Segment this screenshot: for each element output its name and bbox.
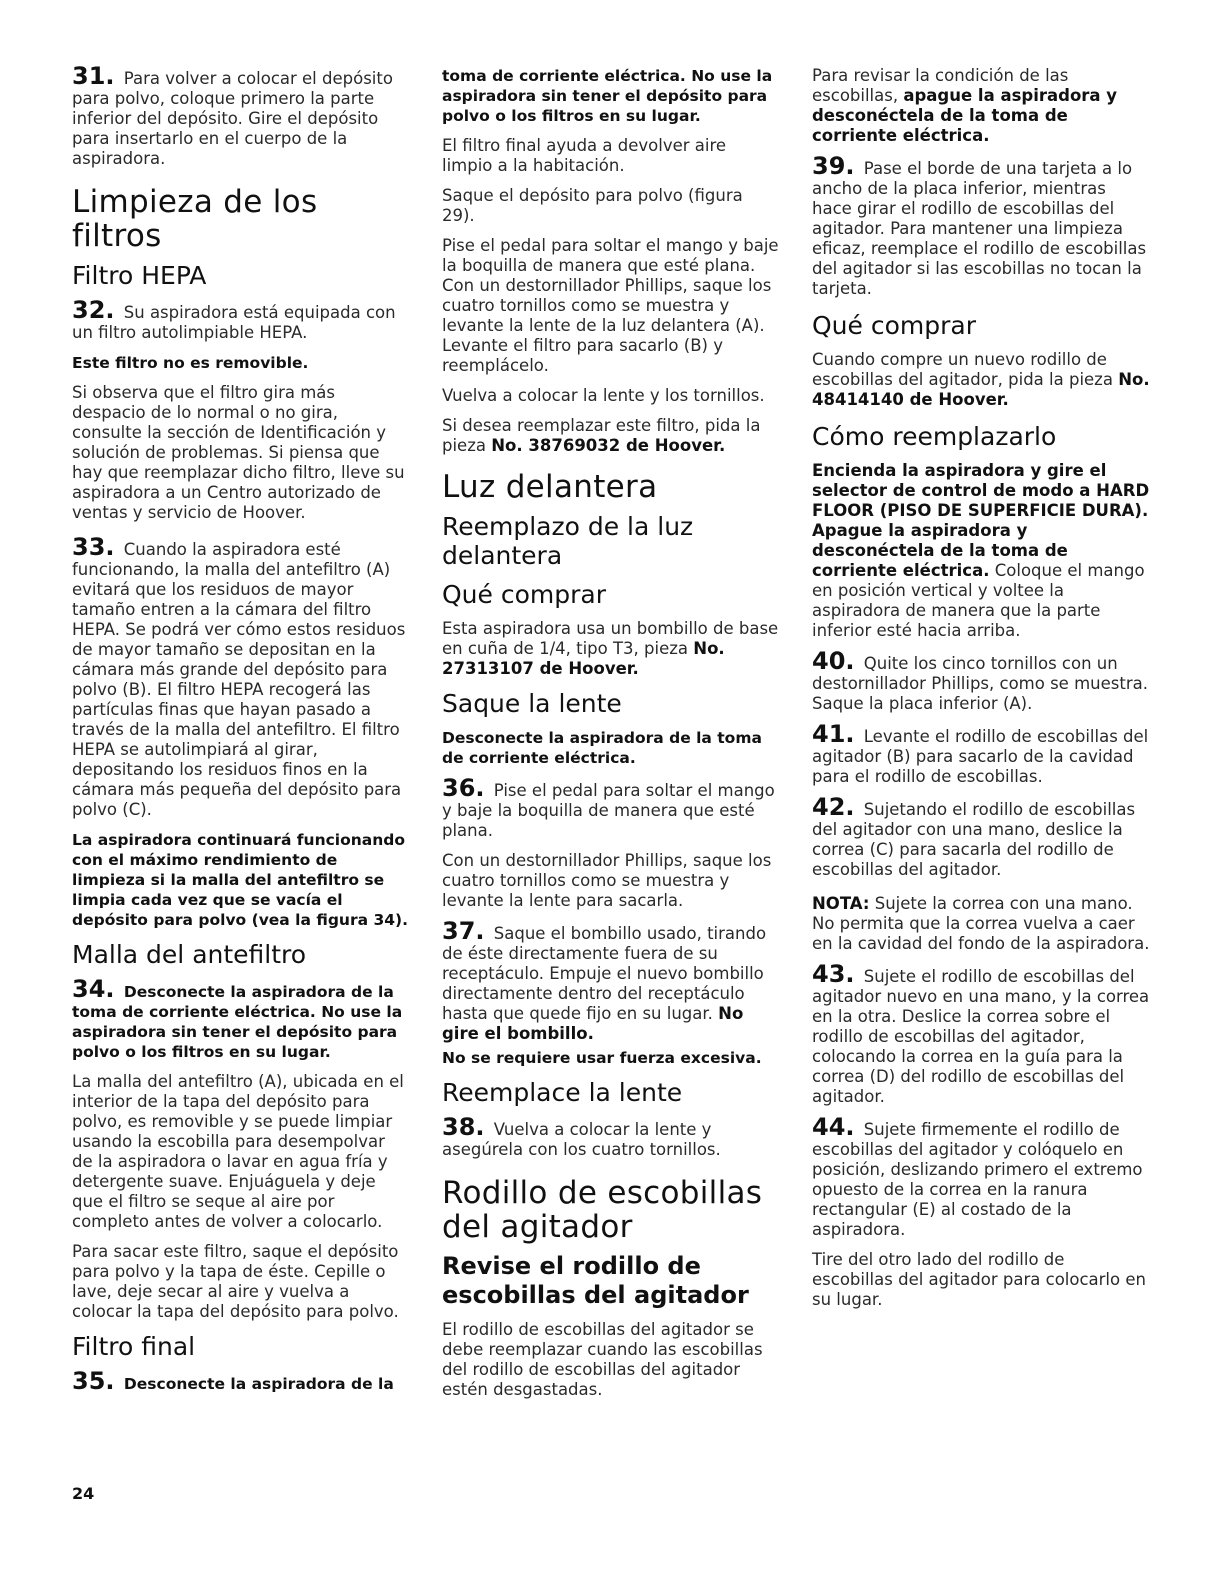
step-36-detail: Con un destornillador Phillips, saque los cuatro tornillos como se muestra y levante la lente para sacarla. [442, 851, 772, 910]
column-left [72, 62, 410, 1404]
step-35-text-4: Vuelva a colocar la lente y los tornillos. [442, 386, 765, 405]
column-middle [442, 66, 780, 1410]
step-34-detail: La malla del antefiltro (A), ubicada en el interior de la tapa del depósito para polvo, es removible y se puede limpiar usando la escobilla para desempolvar de la aspiradora o lavar en agua fría y detergente suave. Enjuáguela y deje que el filtro se seque al aire por completo antes de volver a colocarlo. [72, 1072, 404, 1231]
step-35-text-5: Si desea reemplazar este filtro, pida la pieza No. 38769032 de Hoover. [442, 416, 761, 455]
heading-luz-delantera: Luz delantera [442, 469, 658, 505]
step-44-detail: Tire del otro lado del rodillo de escobillas del agitador para colocarlo en su lugar. [812, 1250, 1146, 1309]
heading-filtro-final: Filtro final [72, 1332, 196, 1361]
step-32-detail: Si observa que el filtro gira más despacio de lo normal o no gira, consulte la sección de Identificación y solución de problemas. Si piensa que hay que reemplazar dicho filtro, lleve su aspiradora a un Centro autorizado de ventas y servicio de Hoover. [72, 383, 405, 522]
heading-rodillo-escobillas: Rodillo de escobillas del agitador [442, 1175, 763, 1245]
step-32: 32. Su aspiradora está equipada con un filtro autolimpiable HEPA. [72, 296, 396, 342]
step-33-note: La aspiradora continuará funcionando con el máximo rendimiento de limpieza si la malla del antefiltro se limpia cada vez que se vacía el depósito para polvo (vea la figura 34). [72, 831, 408, 929]
note: NOTA: Sujete la correa con una mano. No permita que la correa vuelva a caer en la cavidad del fondo de la aspiradora. [812, 894, 1150, 953]
step-34-detail-2: Para sacar este filtro, saque el depósito para polvo y la tapa de éste. Cepille o lave, deje secar al aire y vuelva a colocar la tapa del depósito para polvo. [72, 1242, 399, 1321]
step-37: 37. Saque el bombillo usado, tirando de éste directamente fuera de su receptáculo. Empuje el nuevo bombillo directamente dentro del receptáculo hasta que quede fijo en su lugar. No gire el bombillo. [442, 917, 767, 1043]
heading-limpieza-filtros: Limpieza de los filtros [72, 184, 318, 254]
step-38: 38. Vuelva a colocar la lente y asegúrela con los cuatro tornillos. [442, 1113, 721, 1159]
heading-revise-rodillo: Revise el rodillo de escobillas del agitador [442, 1252, 749, 1309]
step-36: 36. Pise el pedal para soltar el mango y baje la boquilla de manera que esté plana. [442, 774, 775, 840]
step-33: 33. Cuando la aspiradora esté funcionando, la malla del antefiltro (A) evitará que los residuos de mayor tamaño entren a la cámara del filtro HEPA. Se podrá ver cómo estos residuos de mayor tamaño se depositan en la cámara más grande del depósito para polvo (B). El filtro HEPA recogerá las partículas finas que hayan pasado a través de la malla del antefiltro. El filtro HEPA se autolimpiará al girar, depositando los residuos finos en la cámara más pequeña del depósito para polvo (C). [72, 533, 406, 819]
step-35-continued: toma de corriente eléctrica. No use la aspiradora sin tener el depósito para polvo o los filtros en su lugar. [442, 67, 773, 125]
heading-malla-antefiltro: Malla del antefiltro [72, 940, 307, 969]
step-37-note: No se requiere usar fuerza excesiva. [442, 1049, 762, 1067]
unplug-warning: Desconecte la aspiradora de la toma de corriente eléctrica. [442, 729, 762, 767]
heading-reemplazo-luz: Reemplazo de la luz delantera [442, 512, 694, 570]
revise-rodillo-text: El rodillo de escobillas del agitador se debe reemplazar cuando las escobillas del rodillo de escobillas del agitador estén desgastadas. [442, 1320, 763, 1399]
brushroll-part-info: Cuando compre un nuevo rodillo de escobillas del agitador, pida la pieza No. 48414140 de Hoover. [812, 350, 1150, 409]
step-42: 42. Sujetando el rodillo de escobillas del agitador con una mano, deslice la correa (C) para sacarla del rodillo de escobillas del agitador. [812, 793, 1136, 879]
heading-que-comprar-rodillo: Qué comprar [812, 311, 976, 340]
heading-reemplace-lente: Reemplace la lente [442, 1078, 683, 1107]
brush-condition-check: Para revisar la condición de las escobillas, apague la aspiradora y desconéctela de la toma de corriente eléctrica. [812, 66, 1118, 145]
heading-filtro-hepa: Filtro HEPA [72, 261, 207, 290]
bulb-part-info: Esta aspiradora usa un bombillo de base en cuña de 1/4, tipo T3, pieza No. 27313107 de Hoover. [442, 619, 779, 678]
column-right [812, 66, 1150, 1320]
step-35: 35. Desconecte la aspiradora de la [72, 1367, 394, 1395]
step-35-text-2: Saque el depósito para polvo (figura 29). [442, 186, 743, 225]
step-41: 41. Levante el rodillo de escobillas del agitador (B) para sacarlo de la cavidad para el rodillo de escobillas. [812, 720, 1149, 786]
power-setup-instructions: Encienda la aspiradora y gire el selector de control de modo a HARD FLOOR (PISO DE SUPERFICIE DURA). Apague la aspiradora y desconéctela de la toma de corriente eléctrica. Coloque el mango en posición vertical y voltee la aspiradora de manera que la parte inferior esté hacia arriba. [812, 461, 1150, 640]
heading-como-reemplazarlo: Cómo reemplazarlo [812, 422, 1057, 451]
step-32-warning: Este filtro no es removible. [72, 354, 309, 372]
step-43: 43. Sujete el rodillo de escobillas del agitador nuevo en una mano, y la correa en la otra. Deslice la correa sobre el rodillo de escobillas del agitador, colocando la correa en la guía para la correa (D) del rodillo de escobillas del agitador. [812, 960, 1150, 1106]
heading-que-comprar-luz: Qué comprar [442, 580, 606, 609]
step-44: 44. Sujete firmemente el rodillo de escobillas del agitador y colóquelo en posición, deslizando primero el extremo opuesto de la correa en la ranura rectangular (E) al costado de la aspiradora. [812, 1113, 1143, 1239]
step-31: 31. Para volver a colocar el depósito para polvo, coloque primero la parte inferior del depósito. Gire el depósito para insertarlo en el cuerpo de la aspiradora. [72, 62, 393, 168]
page-number: 24 [72, 1484, 95, 1503]
step-34: 34. Desconecte la aspiradora de la toma de corriente eléctrica. No use la aspiradora sin tener el depósito para polvo o los filtros en su lugar. [72, 975, 403, 1061]
step-40: 40. Quite los cinco tornillos con un destornillador Phillips, como se muestra. Saque la placa inferior (A). [812, 647, 1148, 713]
step-35-text-3: Pise el pedal para soltar el mango y baje la boquilla de manera que esté plana. Con un destornillador Phillips, saque los cuatro tornillos como se muestra y levante la lente de la luz delantera (A). Levante el filtro para sacarlo (B) y reemplácelo. [442, 236, 779, 375]
heading-saque-lente: Saque la lente [442, 689, 622, 718]
step-35-text-1: El filtro final ayuda a devolver aire limpio a la habitación. [442, 136, 727, 175]
step-39: 39. Pase el borde de una tarjeta a lo ancho de la placa inferior, mientras hace girar el rodillo de escobillas del agitador. Para mantener una limpieza eficaz, reemplace el rodillo de escobillas del agitador si las escobillas no tocan la tarjeta. [812, 152, 1147, 298]
